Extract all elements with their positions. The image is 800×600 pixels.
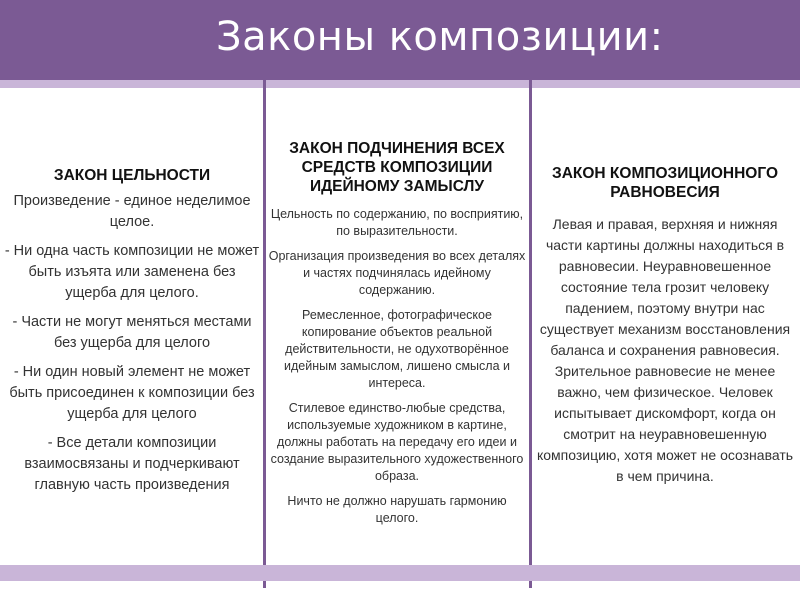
column-paragraph: - Части не могут меняться местами без ущерба для целого	[12, 314, 252, 351]
column-paragraph: Ничто не должно нарушать гармонию целого.	[287, 494, 507, 525]
column-paragraph: Стилевое единство-любые средства, используемые художником в картине, должны работать на передачу его идеи и создание выразительного художественного образа.	[270, 401, 524, 483]
column-paragraph: Произведение - единое неделимое целое.	[13, 193, 251, 230]
page-title: Законы композиции:	[216, 14, 664, 60]
column-heading: ЗАКОН ЦЕЛЬНОСТИ	[53, 167, 211, 184]
column-paragraph: - Все детали композиции взаимосвязаны и подчеркивают главную часть произведения	[24, 435, 240, 493]
bottom-divider-strip	[0, 565, 800, 581]
column-divider-right	[529, 80, 532, 588]
column-heading: ЗАКОН ПОДЧИНЕНИЯ ВСЕХ СРЕДСТВ КОМПОЗИЦИИ ИДЕЙНОМУ ЗАМЫСЛУ	[289, 140, 505, 195]
column-balance-law	[533, 86, 797, 564]
column-paragraph: Левая и правая, верхняя и нижняя части картины должны находиться в равновесии. Неуравновешенное состояние тела грозит человеку падением, поэтому внутри нас существует механизм восстановления баланса и сохранения равновесия. Зрительное равновесие не менее важно, чем физическое. Человек испытывает дискомфорт, когда он смотрит на неуравновешенную композицию, хотя может не осознавать в чем причина.	[536, 216, 794, 484]
header-banner	[0, 0, 800, 81]
column-heading: ЗАКОН КОМПОЗИЦИОННОГО РАВНОВЕСИЯ	[552, 165, 778, 201]
column-subordination-law	[266, 86, 528, 564]
column-paragraph: Ремесленное, фотографическое копирование объектов реальной действительности, не одухотворённое идейным замыслом, лишено смысла и интереса.	[284, 308, 510, 390]
column-paragraph: Цельность по содержанию, по восприятию, по выразительности.	[270, 207, 524, 238]
column-paragraph: - Ни один новый элемент не может быть присоединен к композиции без ущерба для целого	[9, 364, 255, 422]
column-integrity-law	[3, 86, 261, 564]
column-paragraph: - Ни одна часть композиции не может быть изъята или заменена без ущерба для целого.	[4, 243, 260, 301]
column-paragraph: Организация произведения во всех деталях и частях подчинялась идейному содержанию.	[268, 249, 526, 297]
